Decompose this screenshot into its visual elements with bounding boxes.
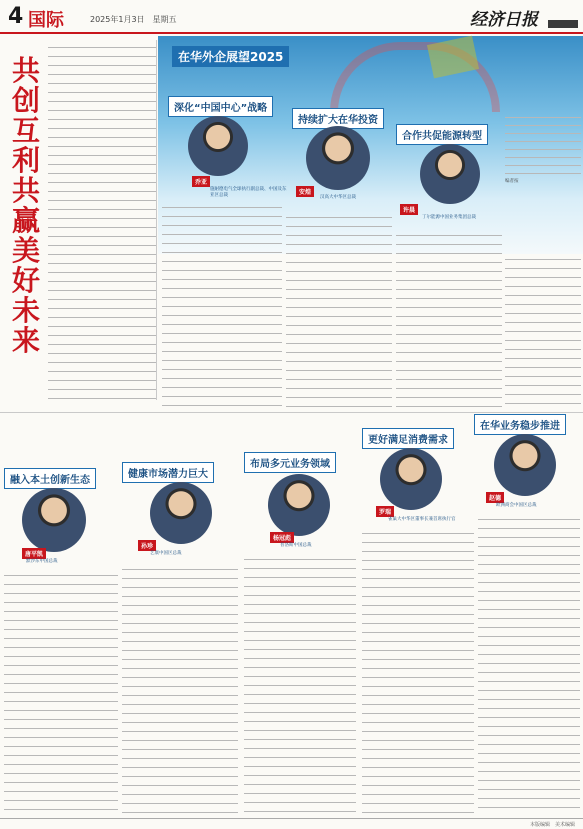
person-role-7: 雀巢大中华区董事长兼首席执行官: [388, 517, 456, 522]
article-title-2: 持续扩大在华投资: [292, 108, 384, 129]
newspaper-logo: 经济日报: [470, 10, 538, 30]
editor-intro-text: [48, 44, 156, 404]
portrait-1: [188, 116, 248, 176]
section-title: 国际: [28, 10, 64, 31]
person-role-1: 施耐德电气全球执行副总裁、中国及东亚区总裁: [210, 187, 287, 198]
section-divider: [0, 412, 583, 413]
article-body-2: [286, 214, 392, 408]
editor-note: 编者按: [505, 179, 519, 184]
article-title-4: 融入本土创新生态: [4, 468, 96, 489]
person-name-3: 许晨: [400, 204, 418, 215]
person-role-4: 默沙东中国总裁: [26, 559, 58, 564]
person-role-3: 丁尔能源中国业务集团总裁: [422, 215, 476, 220]
column-divider: [156, 40, 157, 400]
portrait-3: [420, 144, 480, 204]
banner-title: 在华外企展望2025: [172, 46, 289, 67]
page-footer: 本版编辑 美术编辑: [0, 818, 583, 829]
article-body-1: [162, 204, 282, 408]
masthead: [0, 0, 583, 34]
issue-date: 2025年1月3日 星期五: [90, 15, 177, 24]
person-name-6: 杨冠彪: [270, 532, 294, 543]
article-body-4: [4, 572, 118, 816]
person-name-7: 罗瑞: [376, 506, 394, 517]
portrait-4: [22, 488, 86, 552]
article-title-3: 合作共促能源转型: [396, 124, 488, 145]
person-role-8: 欧洲商会中国区总裁: [496, 503, 537, 508]
article-title-5: 健康市场潜力巨大: [122, 462, 214, 483]
person-name-5: 孙珍: [138, 540, 156, 551]
article-body-5: [122, 566, 238, 816]
article-body-8: [478, 516, 580, 816]
person-role-6: 普洛斯中国总裁: [280, 543, 312, 548]
person-name-8: 赵德: [486, 492, 504, 503]
sidebar-text: [505, 114, 581, 174]
article-title-7: 更好满足消费需求: [362, 428, 454, 449]
article-body-3: [396, 232, 502, 408]
logo-tag-icon: [548, 20, 578, 28]
portrait-5: [150, 482, 212, 544]
article-title-8: 在华业务稳步推进: [474, 414, 566, 435]
portrait-7: [380, 448, 442, 510]
article-title-1: 深化“中国中心”战略: [168, 96, 273, 117]
portrait-6: [268, 474, 330, 536]
person-role-5: 艺康中国区总裁: [150, 551, 182, 556]
person-name-1: 乔亚: [192, 176, 210, 187]
page-number: 4: [8, 4, 24, 29]
person-name-4: 唐平凯: [22, 548, 46, 559]
person-role-2: 汉高大中华区总裁: [320, 195, 356, 200]
page-headline: 共创互利共赢美好未来: [12, 54, 41, 357]
article-title-6: 布局多元业务领域: [244, 452, 336, 473]
sidebar-body: [505, 256, 581, 408]
article-body-7: [362, 530, 474, 816]
portrait-2: [306, 126, 370, 190]
person-name-2: 安煌: [296, 186, 314, 197]
portrait-8: [494, 434, 556, 496]
article-body-6: [244, 556, 356, 816]
